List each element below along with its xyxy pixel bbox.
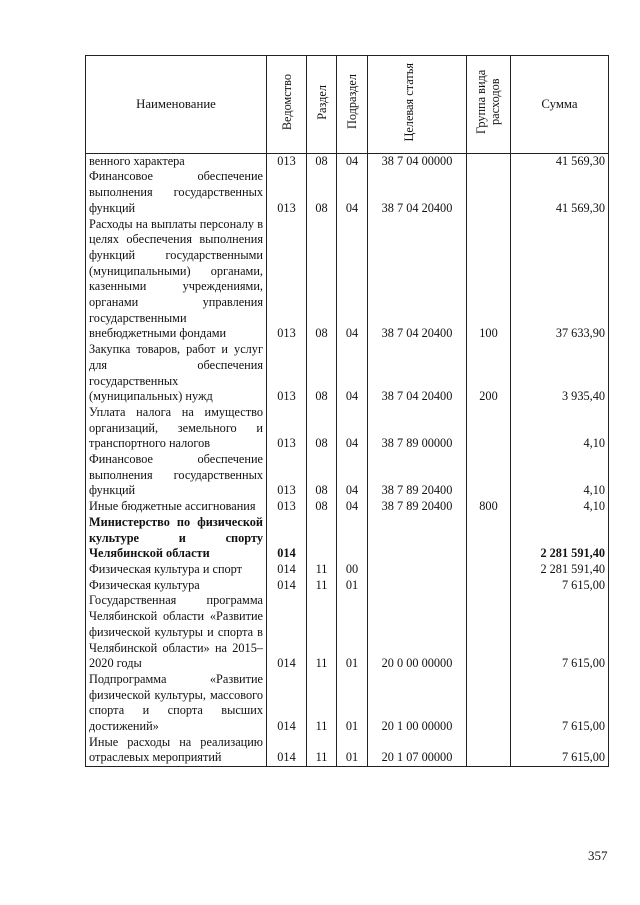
cell-razdel: 08 xyxy=(307,153,337,169)
cell-gruppa xyxy=(467,169,511,216)
cell-razdel: 11 xyxy=(307,578,337,594)
cell-vedomstvo: 013 xyxy=(267,217,307,343)
cell-gruppa xyxy=(467,153,511,169)
cell-summa: 3 935,40 xyxy=(511,342,609,405)
cell-name: Финансовое обеспечение выполнения государственных функций xyxy=(86,169,267,216)
header-celevaya-label: Целевая статья xyxy=(402,62,416,142)
cell-name: Физическая культура xyxy=(86,578,267,594)
cell-razdel: 08 xyxy=(307,405,337,452)
table-row xyxy=(86,499,609,515)
cell-name: венного характера xyxy=(86,153,267,169)
cell-summa: 4,10 xyxy=(511,405,609,452)
cell-podrazdel: 04 xyxy=(337,217,368,343)
cell-celevaya: 20 1 00 00000 xyxy=(368,672,467,735)
table-header-row xyxy=(86,56,609,154)
cell-gruppa xyxy=(467,578,511,594)
cell-razdel: 08 xyxy=(307,217,337,343)
cell-podrazdel: 04 xyxy=(337,169,368,216)
cell-razdel: 11 xyxy=(307,593,337,672)
cell-vedomstvo: 014 xyxy=(267,593,307,672)
page-number: 357 xyxy=(588,848,608,863)
cell-celevaya: 20 0 00 00000 xyxy=(368,593,467,672)
cell-razdel xyxy=(307,515,337,562)
cell-razdel: 08 xyxy=(307,342,337,405)
cell-summa: 2 281 591,40 xyxy=(511,562,609,578)
cell-podrazdel: 00 xyxy=(337,562,368,578)
cell-name: Государственная программа Челябинской области «Развитие физической культуры и спорта в Челябинской области» на 2015–2020 годы xyxy=(86,593,267,672)
cell-podrazdel: 04 xyxy=(337,405,368,452)
cell-celevaya xyxy=(368,562,467,578)
table-row xyxy=(86,217,609,343)
table-row xyxy=(86,735,609,767)
cell-celevaya: 38 7 04 20400 xyxy=(368,217,467,343)
cell-vedomstvo: 014 xyxy=(267,515,307,562)
cell-summa: 7 615,00 xyxy=(511,672,609,735)
cell-celevaya: 38 7 04 20400 xyxy=(368,342,467,405)
header-vedomstvo xyxy=(267,56,307,154)
cell-gruppa xyxy=(467,562,511,578)
cell-gruppa xyxy=(467,672,511,735)
table-row xyxy=(86,593,609,672)
header-gruppa-label: Группа вида расходов xyxy=(473,69,502,135)
cell-celevaya: 38 7 89 20400 xyxy=(368,452,467,499)
cell-vedomstvo: 014 xyxy=(267,735,307,767)
cell-celevaya xyxy=(368,515,467,562)
table-row xyxy=(86,578,609,594)
cell-name: Закупка товаров, работ и услуг для обеспечения государственных (муниципальных) нужд xyxy=(86,342,267,405)
cell-podrazdel: 04 xyxy=(337,452,368,499)
cell-razdel: 11 xyxy=(307,562,337,578)
cell-summa: 41 569,30 xyxy=(511,169,609,216)
header-razdel xyxy=(307,56,337,154)
cell-razdel: 11 xyxy=(307,735,337,767)
cell-razdel: 08 xyxy=(307,169,337,216)
cell-podrazdel: 01 xyxy=(337,672,368,735)
cell-podrazdel: 01 xyxy=(337,578,368,594)
table-row xyxy=(86,672,609,735)
cell-vedomstvo: 014 xyxy=(267,578,307,594)
cell-vedomstvo: 013 xyxy=(267,499,307,515)
cell-podrazdel: 01 xyxy=(337,735,368,767)
cell-gruppa xyxy=(467,593,511,672)
cell-vedomstvo: 013 xyxy=(267,153,307,169)
cell-razdel: 11 xyxy=(307,672,337,735)
table-row xyxy=(86,342,609,405)
cell-celevaya: 38 7 04 00000 xyxy=(368,153,467,169)
cell-gruppa xyxy=(467,405,511,452)
cell-summa: 2 281 591,40 xyxy=(511,515,609,562)
cell-name: Министерство по физической культуре и спорту Челябинской области xyxy=(86,515,267,562)
cell-summa: 7 615,00 xyxy=(511,735,609,767)
cell-podrazdel: 04 xyxy=(337,499,368,515)
header-celevaya xyxy=(368,56,467,154)
header-name: Наименование xyxy=(86,56,267,154)
table-row xyxy=(86,562,609,578)
cell-summa: 41 569,30 xyxy=(511,153,609,169)
cell-gruppa xyxy=(467,452,511,499)
cell-name: Расходы на выплаты персоналу в целях обеспечения выполнения функций государственными (муниципальными) органами, казенными учреждениями, органами управления государственными внебюджетными фондами xyxy=(86,217,267,343)
header-vedomstvo-label: Ведомство xyxy=(279,73,294,131)
header-summa: Сумма xyxy=(511,56,609,154)
cell-podrazdel: 01 xyxy=(337,593,368,672)
cell-summa: 7 615,00 xyxy=(511,593,609,672)
cell-name: Финансовое обеспечение выполнения государственных функций xyxy=(86,452,267,499)
cell-gruppa xyxy=(467,735,511,767)
table-row xyxy=(86,153,609,169)
header-podrazdel xyxy=(337,56,368,154)
cell-name: Уплата налога на имущество организаций, земельного и транспортного налогов xyxy=(86,405,267,452)
cell-podrazdel: 04 xyxy=(337,153,368,169)
cell-summa: 4,10 xyxy=(511,499,609,515)
table-body xyxy=(86,153,609,766)
cell-gruppa: 200 xyxy=(467,342,511,405)
cell-gruppa: 800 xyxy=(467,499,511,515)
cell-name: Физическая культура и спорт xyxy=(86,562,267,578)
header-gruppa xyxy=(467,56,511,154)
cell-podrazdel xyxy=(337,515,368,562)
cell-podrazdel: 04 xyxy=(337,342,368,405)
cell-vedomstvo: 013 xyxy=(267,405,307,452)
cell-name: Иные расходы на реализацию отраслевых мероприятий xyxy=(86,735,267,767)
cell-vedomstvo: 013 xyxy=(267,342,307,405)
cell-celevaya: 20 1 07 00000 xyxy=(368,735,467,767)
cell-summa: 37 633,90 xyxy=(511,217,609,343)
cell-razdel: 08 xyxy=(307,452,337,499)
cell-celevaya: 38 7 89 00000 xyxy=(368,405,467,452)
cell-vedomstvo: 013 xyxy=(267,169,307,216)
table-row xyxy=(86,515,609,562)
cell-celevaya: 38 7 04 20400 xyxy=(368,169,467,216)
cell-celevaya: 38 7 89 20400 xyxy=(368,499,467,515)
table-row xyxy=(86,405,609,452)
cell-gruppa xyxy=(467,515,511,562)
cell-razdel: 08 xyxy=(307,499,337,515)
cell-vedomstvo: 014 xyxy=(267,562,307,578)
cell-celevaya xyxy=(368,578,467,594)
header-razdel-label: Раздел xyxy=(314,84,329,120)
table-row xyxy=(86,169,609,216)
table-row xyxy=(86,452,609,499)
cell-name: Иные бюджетные ассигнования xyxy=(86,499,267,515)
budget-table xyxy=(85,55,609,767)
cell-vedomstvo: 014 xyxy=(267,672,307,735)
cell-summa: 7 615,00 xyxy=(511,578,609,594)
cell-name: Подпрограмма «Развитие физической культуры, массового спорта и спорта высших достижений» xyxy=(86,672,267,735)
cell-summa: 4,10 xyxy=(511,452,609,499)
cell-vedomstvo: 013 xyxy=(267,452,307,499)
cell-gruppa: 100 xyxy=(467,217,511,343)
header-podrazdel-label: Подраздел xyxy=(345,74,359,130)
